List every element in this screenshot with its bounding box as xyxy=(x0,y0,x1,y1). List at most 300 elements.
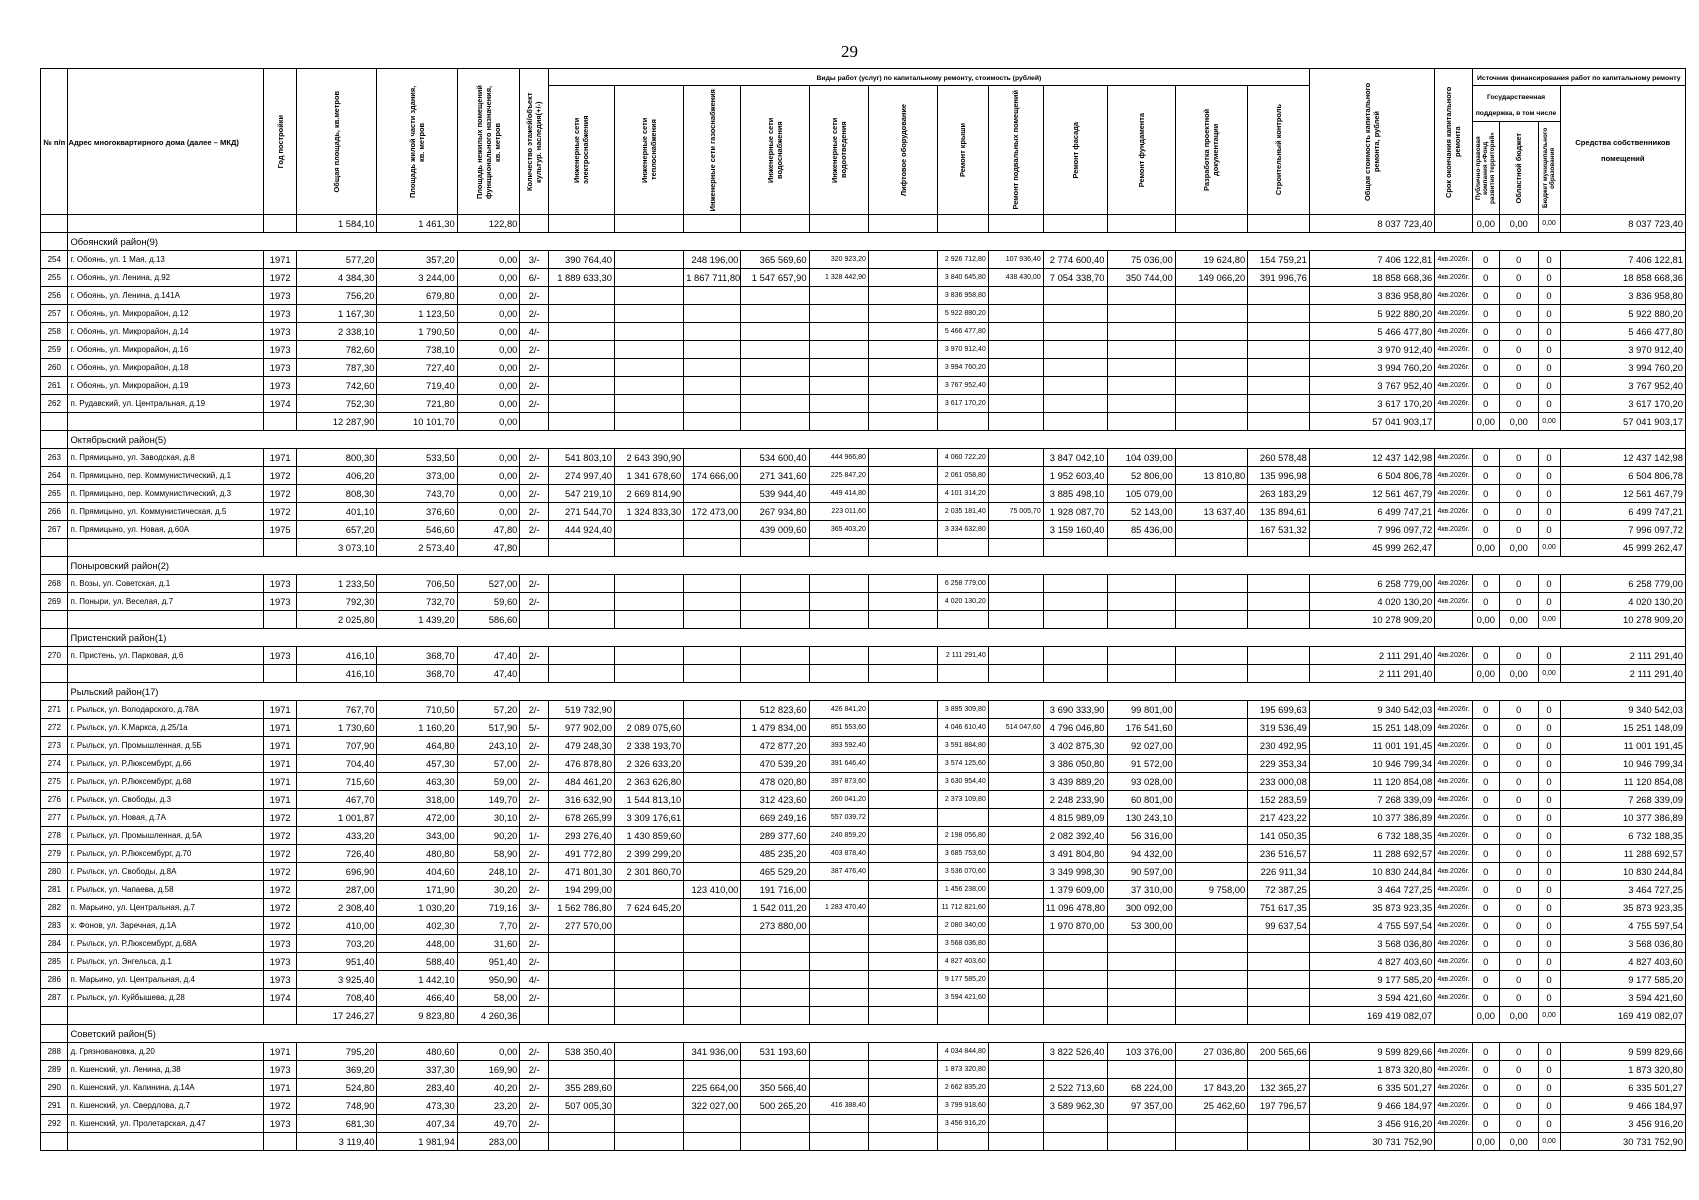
table-row xyxy=(41,953,1686,971)
cell-municipal: 0 xyxy=(1538,719,1560,737)
cell-municipal: 0 xyxy=(1538,323,1560,341)
cell-total-area: 2 025,80 xyxy=(297,611,377,629)
cell-address: г. Рыльск, ул. Чапаева, д.58 xyxy=(68,881,264,899)
cell-drain xyxy=(809,935,868,953)
cell-address: п. Возы, ул. Советская, д.1 xyxy=(68,575,264,593)
cell-electric xyxy=(548,377,614,395)
cell-total-area: 792,30 xyxy=(297,593,377,611)
cell-facade xyxy=(1043,647,1107,665)
cell-drain xyxy=(809,647,868,665)
cell-basement xyxy=(988,971,1043,989)
cell-regional: 0 xyxy=(1500,1043,1538,1061)
cell-living-area: 1 981,94 xyxy=(377,1133,457,1151)
cell-water: 271 341,60 xyxy=(741,467,809,485)
cell-living-area: 318,00 xyxy=(377,791,457,809)
cell-electric: 355 289,60 xyxy=(548,1079,614,1097)
cell-gas xyxy=(684,827,741,845)
cell-nonres-area: 0,00 xyxy=(457,287,520,305)
cell-water: 669 249,16 xyxy=(741,809,809,827)
cell-lift xyxy=(868,503,937,521)
cell-basement xyxy=(988,665,1043,683)
cell-electric xyxy=(548,539,614,557)
cell-electric xyxy=(548,1115,614,1133)
cell-deadline: 4кв.2026г. xyxy=(1435,359,1472,377)
cell-water xyxy=(741,1115,809,1133)
cell-fund: 0 xyxy=(1472,395,1499,413)
cell-fund: 0 xyxy=(1472,485,1499,503)
cell-basement xyxy=(988,701,1043,719)
cell-living-area: 2 573,40 xyxy=(377,539,457,557)
cell-regional: 0 xyxy=(1500,395,1538,413)
cell-basement xyxy=(988,1079,1043,1097)
cell-num: 287 xyxy=(41,989,68,1007)
table-body xyxy=(41,215,1686,1151)
cell-roof: 3 574 125,60 xyxy=(938,755,989,773)
cell-nonres-area: 0,00 xyxy=(457,251,520,269)
cell-control: 319 536,49 xyxy=(1248,719,1310,737)
cell-facade xyxy=(1043,215,1107,233)
cell-living-area: 464,80 xyxy=(377,737,457,755)
cell-num: 282 xyxy=(41,899,68,917)
cell-regional: 0 xyxy=(1500,917,1538,935)
cell-drain: 557 039,72 xyxy=(809,809,868,827)
cell-municipal: 0 xyxy=(1538,863,1560,881)
cell-water: 1 547 657,90 xyxy=(741,269,809,287)
cell-lift xyxy=(868,665,937,683)
cell-num: 258 xyxy=(41,323,68,341)
cell-foundation xyxy=(1107,539,1175,557)
capital-repair-table xyxy=(40,68,1686,1151)
cell-nonres-area: 47,80 xyxy=(457,521,520,539)
cell-num: 271 xyxy=(41,701,68,719)
cell-heat xyxy=(614,1007,683,1025)
cell-owners: 8 037 723,40 xyxy=(1560,215,1686,233)
cell-roof: 4 034 844,80 xyxy=(938,1043,989,1061)
cell-design xyxy=(1175,953,1248,971)
cell-facade: 1 379 609,00 xyxy=(1043,881,1107,899)
cell-electric: 390 764,40 xyxy=(548,251,614,269)
cell-deadline: 4кв.2026г. xyxy=(1435,467,1472,485)
cell-living-area: 466,40 xyxy=(377,989,457,1007)
cell-living-area: 480,60 xyxy=(377,1043,457,1061)
cell-total-cost: 2 111 291,40 xyxy=(1309,665,1434,683)
cell-drain xyxy=(809,971,868,989)
cell-heat xyxy=(614,953,683,971)
cell-design xyxy=(1175,773,1248,791)
cell-total-cost: 4 755 597,54 xyxy=(1309,917,1434,935)
cell-total-area: 401,10 xyxy=(297,503,377,521)
cell-control xyxy=(1248,1115,1310,1133)
cell-facade: 3 402 875,30 xyxy=(1043,737,1107,755)
cell-total-area: 795,20 xyxy=(297,1043,377,1061)
cell-lift xyxy=(868,521,937,539)
district-row xyxy=(41,233,1686,251)
cell-floors: 2/- xyxy=(520,377,549,395)
cell-living-area: 743,70 xyxy=(377,485,457,503)
cell-deadline: 4кв.2026г. xyxy=(1435,791,1472,809)
cell-fund: 0 xyxy=(1472,359,1499,377)
cell-roof: 3 334 632,80 xyxy=(938,521,989,539)
cell-deadline: 4кв.2026г. xyxy=(1435,701,1472,719)
cell-lift xyxy=(868,1043,937,1061)
cell-total-cost: 11 120 854,08 xyxy=(1309,773,1434,791)
cell-address: п. Марьино, ул. Центральная, д.4 xyxy=(68,971,264,989)
cell-address: г. Обоянь, ул. Микрорайон, д.12 xyxy=(68,305,264,323)
cell-floors: 2/- xyxy=(520,341,549,359)
cell-drain xyxy=(809,287,868,305)
cell-design xyxy=(1175,917,1248,935)
cell-municipal: 0 xyxy=(1538,305,1560,323)
cell-floors: 2/- xyxy=(520,737,549,755)
cell-design xyxy=(1175,593,1248,611)
cell-total-cost: 3 456 916,20 xyxy=(1309,1115,1434,1133)
cell-foundation xyxy=(1107,665,1175,683)
cell-electric: 444 924,40 xyxy=(548,521,614,539)
cell-floors: 5/- xyxy=(520,719,549,737)
cell-floors: 4/- xyxy=(520,971,549,989)
cell-living-area: 457,30 xyxy=(377,755,457,773)
cell-floors: 2/- xyxy=(520,359,549,377)
cell-num: 274 xyxy=(41,755,68,773)
cell-num xyxy=(41,215,68,233)
cell-floors: 2/- xyxy=(520,593,549,611)
cell-foundation: 56 316,00 xyxy=(1107,827,1175,845)
cell-design xyxy=(1175,1133,1248,1151)
cell-lift xyxy=(868,701,937,719)
cell-facade: 4 815 989,09 xyxy=(1043,809,1107,827)
cell-owners: 12 561 467,79 xyxy=(1560,485,1686,503)
cell-year: 1973 xyxy=(264,1115,297,1133)
cell-drain xyxy=(809,575,868,593)
cell-year: 1972 xyxy=(264,467,297,485)
cell-roof: 1 873 320,80 xyxy=(938,1061,989,1079)
cell-fund: 0 xyxy=(1472,1097,1499,1115)
cell-gas xyxy=(684,917,741,935)
cell-basement xyxy=(988,917,1043,935)
cell-nonres-area: 47,40 xyxy=(457,665,520,683)
cell-fund: 0 xyxy=(1472,1061,1499,1079)
cell-floors: 6/- xyxy=(520,269,549,287)
cell-regional: 0 xyxy=(1500,593,1538,611)
cell-basement: 438 430,00 xyxy=(988,269,1043,287)
cell-facade: 3 349 998,30 xyxy=(1043,863,1107,881)
cell-heat: 2 643 390,90 xyxy=(614,449,683,467)
cell-num: 260 xyxy=(41,359,68,377)
cell-design xyxy=(1175,1115,1248,1133)
cell-regional: 0 xyxy=(1500,899,1538,917)
cell-gas xyxy=(684,539,741,557)
cell-nonres-area: 0,00 xyxy=(457,503,520,521)
cell-fund: 0 xyxy=(1472,899,1499,917)
cell-address xyxy=(68,539,264,557)
cell-roof: 2 111 291,40 xyxy=(938,647,989,665)
cell-regional: 0,00 xyxy=(1500,413,1538,431)
cell-control xyxy=(1248,575,1310,593)
cell-municipal: 0 xyxy=(1538,269,1560,287)
cell-municipal: 0,00 xyxy=(1538,413,1560,431)
cell-floors: 1/- xyxy=(520,827,549,845)
cell-lift xyxy=(868,287,937,305)
cell-num xyxy=(41,557,68,575)
cell-control: 263 183,29 xyxy=(1248,485,1310,503)
cell-water: 191 716,00 xyxy=(741,881,809,899)
cell-fund: 0 xyxy=(1472,467,1499,485)
cell-design xyxy=(1175,935,1248,953)
cell-gas xyxy=(684,989,741,1007)
cell-foundation xyxy=(1107,215,1175,233)
cell-living-area: 376,60 xyxy=(377,503,457,521)
cell-roof xyxy=(938,611,989,629)
cell-lift xyxy=(868,269,937,287)
cell-deadline: 4кв.2026г. xyxy=(1435,485,1472,503)
table-row xyxy=(41,323,1686,341)
header-year: Год постройки xyxy=(264,69,297,215)
cell-electric xyxy=(548,665,614,683)
cell-fund: 0,00 xyxy=(1472,665,1499,683)
cell-year xyxy=(264,1133,297,1151)
cell-gas xyxy=(684,647,741,665)
cell-foundation: 176 541,60 xyxy=(1107,719,1175,737)
cell-roof: 4 101 314,20 xyxy=(938,485,989,503)
cell-foundation: 52 143,00 xyxy=(1107,503,1175,521)
cell-roof: 3 799 918,60 xyxy=(938,1097,989,1115)
cell-lift xyxy=(868,1133,937,1151)
cell-lift xyxy=(868,359,937,377)
cell-regional: 0 xyxy=(1500,827,1538,845)
cell-regional: 0 xyxy=(1500,719,1538,737)
cell-design xyxy=(1175,971,1248,989)
cell-floors: 2/- xyxy=(520,467,549,485)
cell-year: 1971 xyxy=(264,449,297,467)
cell-design xyxy=(1175,809,1248,827)
cell-foundation: 94 432,00 xyxy=(1107,845,1175,863)
cell-year: 1973 xyxy=(264,593,297,611)
cell-heat xyxy=(614,647,683,665)
cell-gas: 1 867 711,80 xyxy=(684,269,741,287)
header-finance-group: Источник финансирования работ по капитальному ремонту xyxy=(1472,69,1685,86)
cell-facade: 1 970 870,00 xyxy=(1043,917,1107,935)
cell-facade xyxy=(1043,1133,1107,1151)
cell-control: 217 423,22 xyxy=(1248,809,1310,827)
cell-roof: 2 373 109,80 xyxy=(938,791,989,809)
cell-water xyxy=(741,395,809,413)
cell-facade xyxy=(1043,971,1107,989)
cell-roof: 3 630 954,40 xyxy=(938,773,989,791)
cell-total-cost: 11 288 692,57 xyxy=(1309,845,1434,863)
cell-gas: 172 473,00 xyxy=(684,503,741,521)
cell-living-area: 732,70 xyxy=(377,593,457,611)
cell-foundation xyxy=(1107,287,1175,305)
cell-gas xyxy=(684,1115,741,1133)
cell-living-area: 710,50 xyxy=(377,701,457,719)
cell-floors: 2/- xyxy=(520,953,549,971)
cell-municipal: 0 xyxy=(1538,449,1560,467)
cell-roof xyxy=(938,539,989,557)
cell-total-cost: 3 970 912,40 xyxy=(1309,341,1434,359)
cell-living-area: 402,30 xyxy=(377,917,457,935)
cell-basement xyxy=(988,1061,1043,1079)
cell-municipal: 0 xyxy=(1538,1097,1560,1115)
cell-num xyxy=(41,1133,68,1151)
cell-floors xyxy=(520,215,549,233)
cell-drain xyxy=(809,323,868,341)
cell-num: 269 xyxy=(41,593,68,611)
cell-living-area: 1 439,20 xyxy=(377,611,457,629)
cell-municipal: 0 xyxy=(1538,755,1560,773)
cell-regional: 0 xyxy=(1500,1061,1538,1079)
cell-regional: 0,00 xyxy=(1500,539,1538,557)
cell-electric: 316 632,90 xyxy=(548,791,614,809)
cell-control: 99 637,54 xyxy=(1248,917,1310,935)
cell-address: г. Рыльск, ул. Куйбышева, д.28 xyxy=(68,989,264,1007)
cell-lift xyxy=(868,917,937,935)
cell-deadline: 4кв.2026г. xyxy=(1435,773,1472,791)
cell-design xyxy=(1175,395,1248,413)
cell-facade xyxy=(1043,953,1107,971)
cell-address xyxy=(68,1007,264,1025)
cell-num xyxy=(41,1025,68,1043)
cell-address: х. Фонов, ул. Заречная, д.1А xyxy=(68,917,264,935)
cell-living-area: 10 101,70 xyxy=(377,413,457,431)
cell-municipal: 0 xyxy=(1538,251,1560,269)
cell-facade: 3 159 160,40 xyxy=(1043,521,1107,539)
cell-design xyxy=(1175,755,1248,773)
cell-foundation xyxy=(1107,395,1175,413)
cell-year: 1972 xyxy=(264,845,297,863)
cell-heat xyxy=(614,935,683,953)
table-row xyxy=(41,593,1686,611)
cell-foundation xyxy=(1107,611,1175,629)
cell-water xyxy=(741,935,809,953)
cell-year: 1971 xyxy=(264,719,297,737)
cell-facade: 3 439 889,20 xyxy=(1043,773,1107,791)
cell-design: 13 637,40 xyxy=(1175,503,1248,521)
cell-lift xyxy=(868,449,937,467)
cell-facade: 3 885 498,10 xyxy=(1043,485,1107,503)
cell-basement xyxy=(988,935,1043,953)
cell-roof: 3 836 958,80 xyxy=(938,287,989,305)
district-row xyxy=(41,683,1686,701)
cell-control xyxy=(1248,611,1310,629)
cell-heat xyxy=(614,701,683,719)
cell-lift xyxy=(868,935,937,953)
cell-roof: 3 840 645,80 xyxy=(938,269,989,287)
cell-fund: 0 xyxy=(1472,953,1499,971)
cell-total-area: 742,60 xyxy=(297,377,377,395)
cell-total-area: 800,30 xyxy=(297,449,377,467)
cell-drain xyxy=(809,1061,868,1079)
cell-municipal: 0,00 xyxy=(1538,1133,1560,1151)
cell-total-cost: 35 873 923,35 xyxy=(1309,899,1434,917)
cell-control xyxy=(1248,377,1310,395)
cell-gas xyxy=(684,395,741,413)
cell-address: п. Поныри, ул. Веселая, д.7 xyxy=(68,593,264,611)
cell-drain: 240 859,20 xyxy=(809,827,868,845)
cell-design xyxy=(1175,287,1248,305)
cell-deadline: 4кв.2026г. xyxy=(1435,305,1472,323)
cell-regional: 0 xyxy=(1500,845,1538,863)
cell-facade: 1 928 087,70 xyxy=(1043,503,1107,521)
cell-gas: 322 027,00 xyxy=(684,1097,741,1115)
cell-address: п. Прямицыно, пер. Коммунистический, д.3 xyxy=(68,485,264,503)
cell-address: п. Прямицыно, ул. Новая, д.60А xyxy=(68,521,264,539)
cell-nonres-area: 57,20 xyxy=(457,701,520,719)
cell-regional: 0 xyxy=(1500,575,1538,593)
cell-deadline xyxy=(1435,413,1472,431)
header-w-facade: Ремонт фасада xyxy=(1043,86,1107,215)
table-row xyxy=(41,251,1686,269)
subtotal-row xyxy=(41,611,1686,629)
cell-municipal: 0,00 xyxy=(1538,539,1560,557)
cell-regional: 0 xyxy=(1500,863,1538,881)
cell-design xyxy=(1175,791,1248,809)
cell-fund: 0,00 xyxy=(1472,413,1499,431)
cell-drain xyxy=(809,1133,868,1151)
cell-year: 1972 xyxy=(264,485,297,503)
cell-deadline: 4кв.2026г. xyxy=(1435,341,1472,359)
cell-lift xyxy=(868,1061,937,1079)
cell-regional: 0 xyxy=(1500,521,1538,539)
cell-control: 391 996,76 xyxy=(1248,269,1310,287)
cell-design xyxy=(1175,647,1248,665)
cell-drain xyxy=(809,1079,868,1097)
cell-roof: 2 926 712,80 xyxy=(938,251,989,269)
cell-deadline: 4кв.2026г. xyxy=(1435,1115,1472,1133)
cell-floors xyxy=(520,1133,549,1151)
cell-design xyxy=(1175,485,1248,503)
cell-num: 255 xyxy=(41,269,68,287)
cell-total-cost: 10 830 244,84 xyxy=(1309,863,1434,881)
cell-floors: 2/- xyxy=(520,449,549,467)
cell-total-cost: 3 767 952,40 xyxy=(1309,377,1434,395)
district-name: Советский район(5) xyxy=(68,1025,1686,1043)
cell-owners: 10 830 244,84 xyxy=(1560,863,1686,881)
cell-electric: 1 562 786,80 xyxy=(548,899,614,917)
cell-lift xyxy=(868,593,937,611)
cell-electric xyxy=(548,647,614,665)
cell-total-area: 467,70 xyxy=(297,791,377,809)
cell-living-area: 337,30 xyxy=(377,1061,457,1079)
cell-address: п. Прямицыно, пер. Коммунистический, д.1 xyxy=(68,467,264,485)
cell-basement xyxy=(988,737,1043,755)
cell-foundation: 75 036,00 xyxy=(1107,251,1175,269)
cell-deadline xyxy=(1435,1133,1472,1151)
cell-fund: 0 xyxy=(1472,251,1499,269)
cell-total-cost: 7 996 097,72 xyxy=(1309,521,1434,539)
cell-foundation: 91 572,00 xyxy=(1107,755,1175,773)
cell-roof: 6 258 779,00 xyxy=(938,575,989,593)
cell-foundation: 90 597,00 xyxy=(1107,863,1175,881)
table-row xyxy=(41,935,1686,953)
cell-floors xyxy=(520,611,549,629)
cell-owners: 6 504 806,78 xyxy=(1560,467,1686,485)
cell-water: 1 542 011,20 xyxy=(741,899,809,917)
cell-drain xyxy=(809,1007,868,1025)
cell-control: 167 531,32 xyxy=(1248,521,1310,539)
cell-gas xyxy=(684,521,741,539)
cell-control: 135 894,61 xyxy=(1248,503,1310,521)
cell-owners: 6 335 501,27 xyxy=(1560,1079,1686,1097)
cell-owners: 12 437 142,98 xyxy=(1560,449,1686,467)
cell-living-area: 448,00 xyxy=(377,935,457,953)
cell-drain xyxy=(809,359,868,377)
cell-living-area: 719,40 xyxy=(377,377,457,395)
cell-heat xyxy=(614,287,683,305)
cell-living-area: 1 442,10 xyxy=(377,971,457,989)
cell-deadline: 4кв.2026г. xyxy=(1435,1079,1472,1097)
cell-total-cost: 6 499 747,21 xyxy=(1309,503,1434,521)
subtotal-row xyxy=(41,665,1686,683)
